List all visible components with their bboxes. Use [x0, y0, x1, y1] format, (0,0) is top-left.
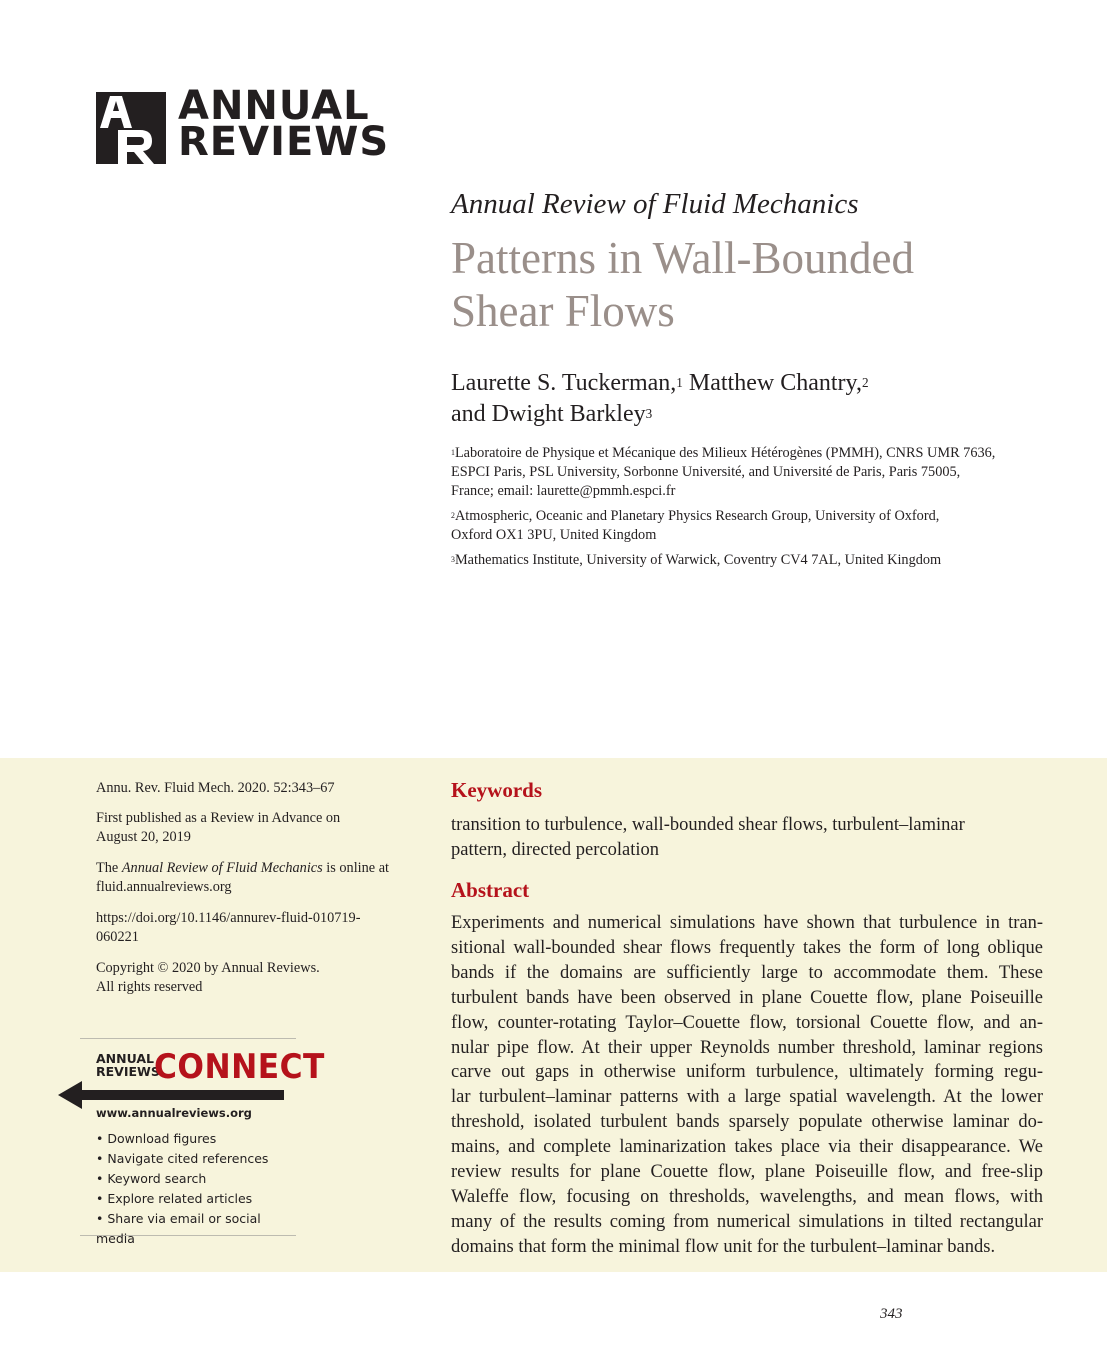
keywords-heading: Keywords — [451, 778, 542, 802]
abstract-line: flow, counter-rotating Taylor–Couette flow, torsional Couette flow, and an- — [451, 1012, 1043, 1033]
doi-line: https://doi.org/10.1146/annurev-fluid-010719- — [96, 910, 361, 926]
list-item: • Share via email or social media — [96, 1209, 296, 1249]
authors-line — [451, 399, 1051, 430]
abstract-line: bands if the domains are sufficiently large to accommodate them. These — [451, 962, 1043, 983]
citation-text: Annu. Rev. Fluid Mech. 2020. 52:343–67 — [96, 780, 335, 796]
copyright-line: Copyright © 2020 by Annual Reviews. — [96, 960, 320, 976]
abstract-line: Waleffe flow, focusing on thresholds, wavelengths, and mean flows, with — [451, 1186, 1043, 1207]
list-item: • Explore related articles — [96, 1189, 296, 1209]
connect-features-list — [96, 1129, 296, 1249]
logo-line-annual: ANNUAL — [178, 83, 370, 129]
published-line: August 20, 2019 — [96, 829, 191, 845]
affiliation-line — [451, 551, 1061, 570]
published-line: First published as a Review in Advance on — [96, 810, 341, 826]
logo-line-reviews: REVIEWS — [178, 119, 390, 165]
author-name: and Dwight Barkley — [451, 401, 646, 427]
annual-reviews-connect-box — [80, 1038, 325, 1246]
connect-wordmark: CONNECT — [154, 1047, 325, 1087]
abstract-heading: Abstract — [451, 878, 530, 902]
doi-link[interactable] — [96, 909, 411, 947]
abstract-text — [451, 911, 1043, 1260]
abstract-line: sitional wall-bounded shear flows frequently takes the form of long oblique — [451, 937, 1043, 958]
abstract-line: carve out gaps in otherwise uniform turbulence, ultimately forming regu- — [451, 1062, 1043, 1083]
keywords-line: transition to turbulence, wall-bounded shear flows, turbulent–laminar — [451, 815, 965, 835]
abstract-line: nular pipe flow. At their upper Reynolds number threshold, laminar regions — [451, 1037, 1043, 1058]
list-item: • Keyword search — [96, 1169, 296, 1189]
affiliation-sup: 2 — [451, 511, 455, 521]
list-item: • Download figures — [96, 1129, 296, 1149]
doi-line: 060221 — [96, 929, 139, 945]
authors-line — [451, 368, 1051, 399]
affiliation-line: ESPCI Paris, PSL University, Sorbonne Université, and Université de Paris, Paris 75005, — [451, 464, 961, 480]
affiliation-3 — [451, 551, 1061, 570]
logo-wordmark — [178, 83, 390, 165]
author-name: Laurette S. Tuckerman, — [451, 370, 677, 396]
affiliation-text: Mathematics Institute, University of Warwick, Coventry CV4 7AL, United Kingdom — [454, 552, 942, 568]
affiliation-1 — [451, 444, 1061, 501]
online-line — [96, 859, 411, 878]
connect-reviews: REVIEWS — [96, 1064, 160, 1079]
ar-logo-mark-icon — [96, 92, 166, 164]
author-sup: 3 — [645, 405, 653, 421]
keywords-text — [451, 813, 1051, 863]
list-item: • Navigate cited references — [96, 1149, 296, 1169]
affiliation-sup: 1 — [451, 448, 455, 458]
connect-url-link[interactable]: www.annualreviews.org — [96, 1106, 252, 1120]
author-list — [451, 368, 1051, 430]
author-sup: 2 — [861, 374, 869, 390]
journal-url-link[interactable]: fluid.annualreviews.org — [96, 879, 232, 895]
author-sup: 1 — [676, 374, 683, 390]
affiliation-line: France; email: laurette@pmmh.espci.fr — [451, 483, 676, 499]
affiliation-sup: 3 — [451, 555, 455, 565]
copyright-line: All rights reserved — [96, 979, 203, 995]
connect-annual-reviews-label — [96, 1052, 160, 1078]
citation — [96, 779, 411, 798]
journal-name: Annual Review of Fluid Mechanics — [451, 188, 859, 220]
author-name: Matthew Chantry, — [688, 370, 862, 396]
published-note — [96, 809, 411, 847]
title-line: Shear Flows — [451, 286, 675, 336]
affiliation-line: Oxford OX1 3PU, United Kingdom — [451, 527, 657, 543]
affiliation-text: Laboratoire de Physique et Mécanique des Milieux Hétérogènes (PMMH), CNRS UMR 7636, — [454, 445, 996, 461]
abstract-line: threshold, isolated turbulent bands sparsely populate otherwise laminar do- — [451, 1112, 1043, 1133]
annual-reviews-logo — [96, 83, 390, 165]
abstract-line: mains, and complete laminarization takes place via their disappearance. We — [451, 1137, 1043, 1158]
online-journal: Annual Review of Fluid Mechanics — [121, 860, 323, 876]
affiliation-line — [451, 444, 1061, 463]
online-prefix: The — [96, 860, 122, 876]
title-line: Patterns in Wall-Bounded — [451, 233, 914, 283]
connect-annual: ANNUAL — [96, 1051, 155, 1066]
abstract-line: Experiments and numerical simulations have shown that turbulence in tran- — [451, 913, 1043, 933]
copyright — [96, 959, 411, 997]
affiliation-2 — [451, 507, 1061, 545]
abstract-line: review results for plane Couette flow, plane Poiseuille flow, and free-slip — [451, 1162, 1043, 1183]
online-suffix: is online at — [322, 860, 390, 876]
affiliation-text: Atmospheric, Oceanic and Planetary Physics Research Group, University of Oxford, — [454, 508, 940, 524]
abstract-line: many of the results coming from numerical simulations in tilted rectangular — [451, 1211, 1043, 1232]
affiliation-line — [451, 507, 1061, 526]
abstract-line: lar turbulent–laminar patterns with a large spatial wavelength. At the lower — [451, 1087, 1043, 1108]
abstract-line: turbulent bands have been observed in plane Couette flow, plane Poiseuille — [451, 987, 1043, 1008]
page-number: 343 — [880, 1306, 903, 1322]
abstract-line: domains that form the minimal flow unit for the turbulent–laminar bands. — [451, 1236, 996, 1257]
article-title — [451, 232, 1051, 338]
keywords-line: pattern, directed percolation — [451, 840, 660, 860]
online-note — [96, 859, 411, 897]
